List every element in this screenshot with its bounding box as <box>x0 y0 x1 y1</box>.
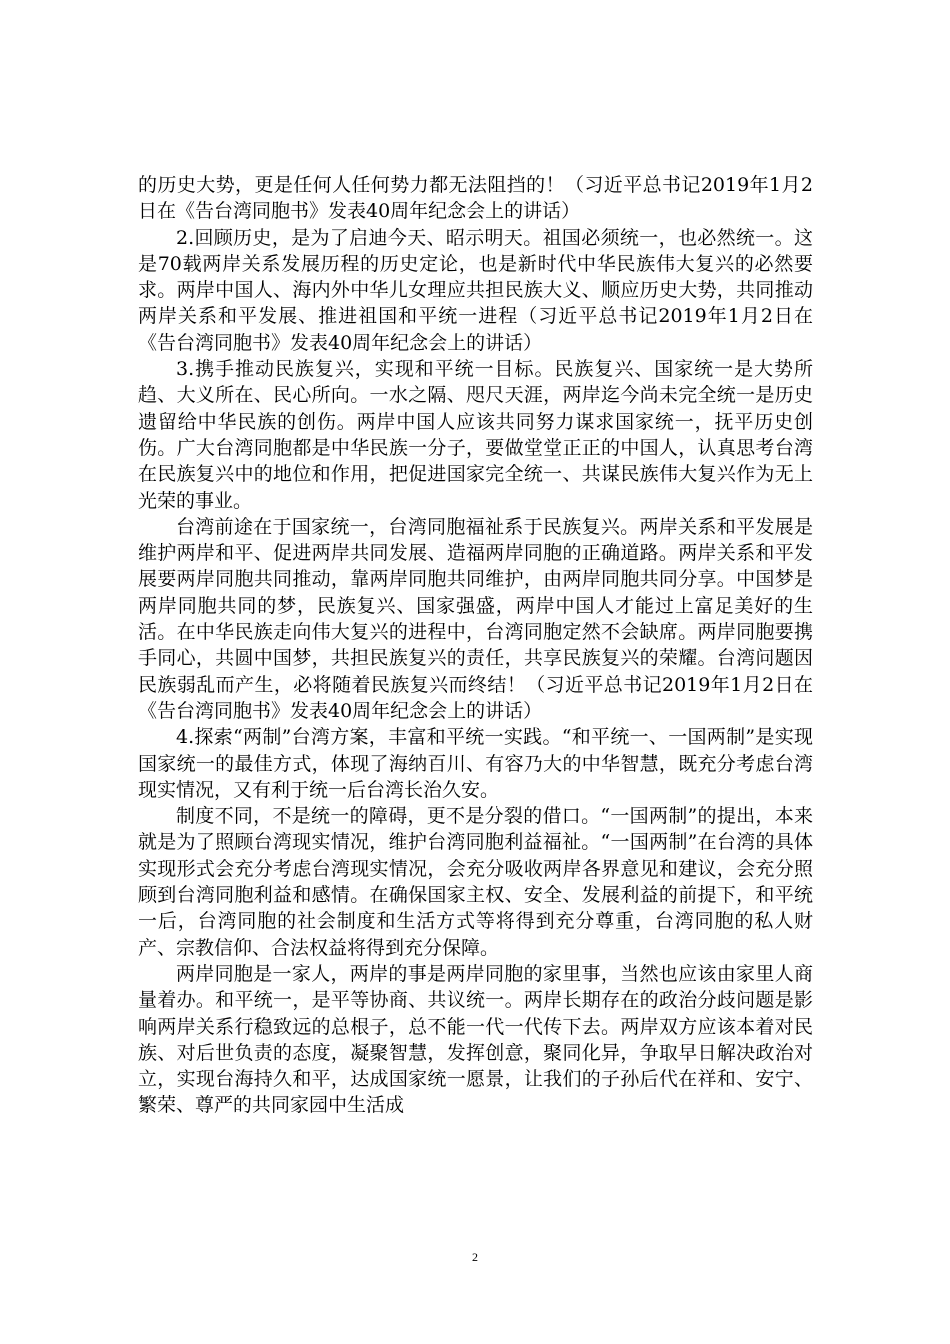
paragraph-5: 4.探索“两制”台湾方案，丰富和平统一实践。“和平统一、一国两制”是实现国家统一的最佳方式，体现了海纳百川、有容乃大的中华智慧，既充分考虑台湾现实情况，又有利于统一后台湾长治久安。 <box>138 726 813 801</box>
document-body <box>138 172 813 1119</box>
paragraph-7: 两岸同胞是一家人，两岸的事是两岸同胞的家里事，当然也应该由家里人商量着办。和平统一，是平等协商、共议统一。两岸长期存在的政治分歧问题是影响两岸关系行稳致远的总根子，总不能一代一代传下去。两岸双方应该本着对民族、对后世负责的态度，凝聚智慧，发挥创意，聚同化异，争取早日解决政治对立，实现台海持久和平，达成国家统一愿景，让我们的子孙后代在祥和、安宁、繁荣、尊严的共同家园中生活成 <box>138 962 813 1117</box>
paragraph-4: 台湾前途在于国家统一，台湾同胞福祉系于民族复兴。两岸关系和平发展是维护两岸和平、促进两岸共同发展、造福两岸同胞的正确道路。两岸关系和平发展要两岸同胞共同推动，靠两岸同胞共同维护，由两岸同胞共同分享。中国梦是两岸同胞共同的梦，民族复兴、国家强盛，两岸中国人才能过上富足美好的生活。在中华民族走向伟大复兴的进程中，台湾同胞定然不会缺席。两岸同胞要携手同心，共圆中国梦，共担民族复兴的责任，共享民族复兴的荣耀。台湾问题因民族弱乱而产生，必将随着民族复兴而终结！（习近平总书记2019年1月2日在《告台湾同胞书》发表40周年纪念会上的讲话） <box>138 515 813 722</box>
paragraph-2: 2.回顾历史，是为了启迪今天、昭示明天。祖国必须统一，也必然统一。这是70载两岸关系发展历程的历史定论，也是新时代中华民族伟大复兴的必然要求。两岸中国人、海内外中华儿女理应共担民族大义、顺应历史大势，共同推动两岸关系和平发展、推进祖国和平统一进程（习近平总书记2019年1月2日在《告台湾同胞书》发表40周年纪念会上的讲话） <box>138 226 813 354</box>
page-number: 2 <box>472 1250 478 1264</box>
paragraph-3: 3.携手推动民族复兴，实现和平统一目标。民族复兴、国家统一是大势所趋、大义所在、民心所向。一水之隔、咫尺天涯，两岸迄今尚未完全统一是历史遗留给中华民族的创伤。两岸中国人应该共同努力谋求国家统一，抚平历史创伤。广大台湾同胞都是中华民族一分子，要做堂堂正正的中国人，认真思考台湾在民族复兴中的地位和作用，把促进国家完全统一、共谋民族伟大复兴作为无上光荣的事业。 <box>138 358 813 512</box>
paragraph-6: 制度不同，不是统一的障碍，更不是分裂的借口。“一国两制”的提出，本来就是为了照顾台湾现实情况，维护台湾同胞利益福祉。“一国两制”在台湾的具体实现形式会充分考虑台湾现实情况，会充分吸收两岸各界意见和建议，会充分照顾到台湾同胞利益和感情。在确保国家主权、安全、发展利益的前提下，和平统一后，台湾同胞的社会制度和生活方式等将得到充分尊重，台湾同胞的私人财产、宗教信仰、合法权益将得到充分保障。 <box>138 805 813 959</box>
paragraph-1: 的历史大势，更是任何人任何势力都无法阻挡的！（习近平总书记2019年1月2日在《告台湾同胞书》发表40周年纪念会上的讲话） <box>138 174 813 223</box>
